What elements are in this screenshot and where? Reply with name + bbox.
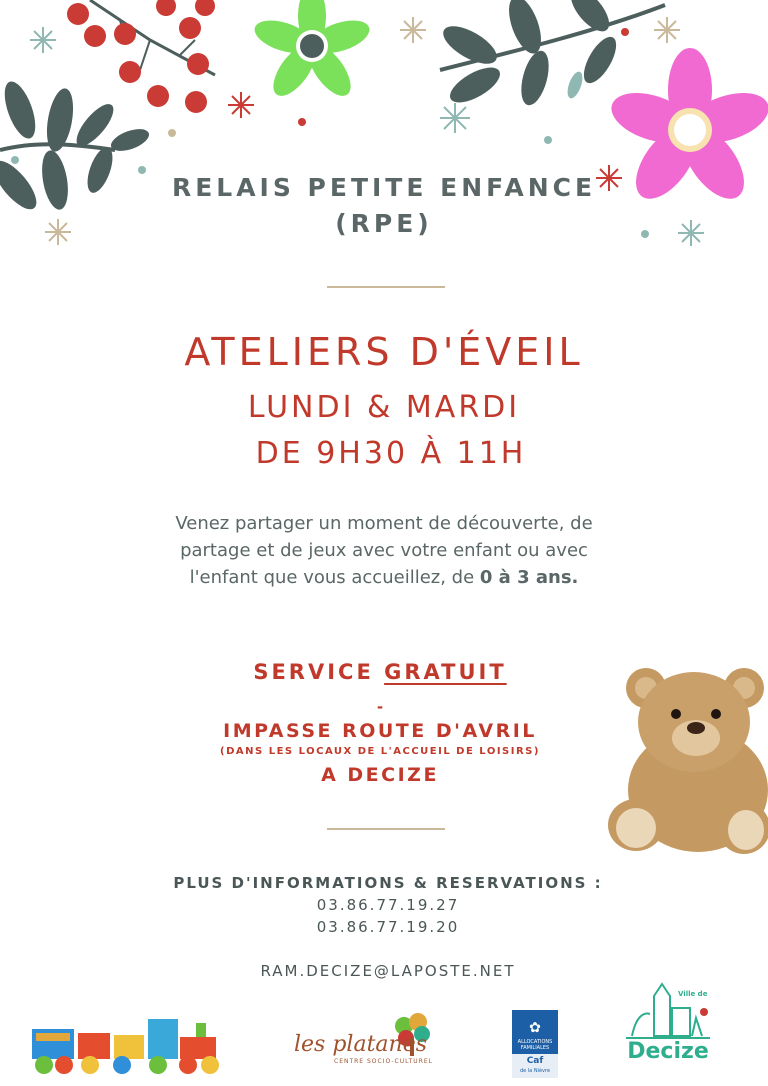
phone-number-1[interactable]: 03.86.77.19.27	[316, 896, 460, 914]
toy-train-icon	[30, 1015, 220, 1077]
intro-line3-text: l'enfant que vous accueillez, de	[189, 567, 480, 588]
caf-line2: FAMILIALES	[520, 1045, 550, 1051]
teddy-bear-icon	[606, 660, 768, 860]
intro-age-range: 0 à 3 ans.	[479, 567, 579, 588]
intro-paragraph	[0, 510, 768, 591]
top-divider	[327, 286, 445, 288]
decize-name: Decize	[627, 1039, 709, 1064]
les-platanes-subtitle: CENTRE SOCIO-CULTUREL	[334, 1058, 434, 1065]
service-city: A DECIZE	[321, 764, 439, 786]
intro-line1: Venez partager un moment de découverte, de	[175, 513, 593, 534]
caf-department: de la Nièvre	[519, 1068, 551, 1074]
les-platanes-logo	[292, 1012, 442, 1068]
service-prefix: SERVICE	[253, 660, 385, 684]
holly-branch-icon	[67, 0, 215, 113]
email-address[interactable]: RAM.DECIZE@LAPOSTE.NET	[260, 962, 516, 980]
rpe-title	[0, 170, 768, 242]
rpe-title-line2: (RPE)	[335, 209, 433, 238]
intro-line2: partage et de jeux avec votre enfant ou avec	[180, 540, 588, 561]
service-separator: -	[376, 698, 384, 716]
event-days: LUNDI & MARDI	[247, 390, 521, 425]
service-label	[120, 660, 640, 684]
service-address-note: (DANS LES LOCAUX DE L'ACCUEIL DE LOISIRS)	[220, 746, 540, 757]
caf-logo-icon: ✿ ALLOCATIONS FAMILIALES Caf de la Nièvre	[512, 1010, 558, 1078]
phone-number-2[interactable]: 03.86.77.19.20	[316, 918, 460, 936]
green-flower-icon	[251, 0, 374, 103]
caf-name: Caf	[526, 1056, 544, 1066]
bottom-divider	[327, 828, 445, 830]
service-address: IMPASSE ROUTE D'AVRIL	[223, 720, 537, 742]
event-time: DE 9H30 À 11H	[255, 436, 527, 471]
decize-logo-icon	[622, 982, 714, 1078]
service-free-emphasis: GRATUIT	[384, 660, 507, 684]
decize-small-label: Ville de	[678, 990, 708, 998]
intro-line3	[0, 564, 768, 591]
rpe-title-line1: RELAIS PETITE ENFANCE	[171, 173, 597, 202]
event-title: ATELIERS D'ÉVEIL	[184, 330, 584, 374]
right-leaf-branch-icon	[438, 0, 665, 109]
caf-line1: ALLOCATIONS	[517, 1039, 553, 1045]
contact-title: PLUS D'INFORMATIONS & RESERVATIONS :	[173, 874, 603, 892]
les-platanes-name: les platanes	[294, 1032, 428, 1057]
